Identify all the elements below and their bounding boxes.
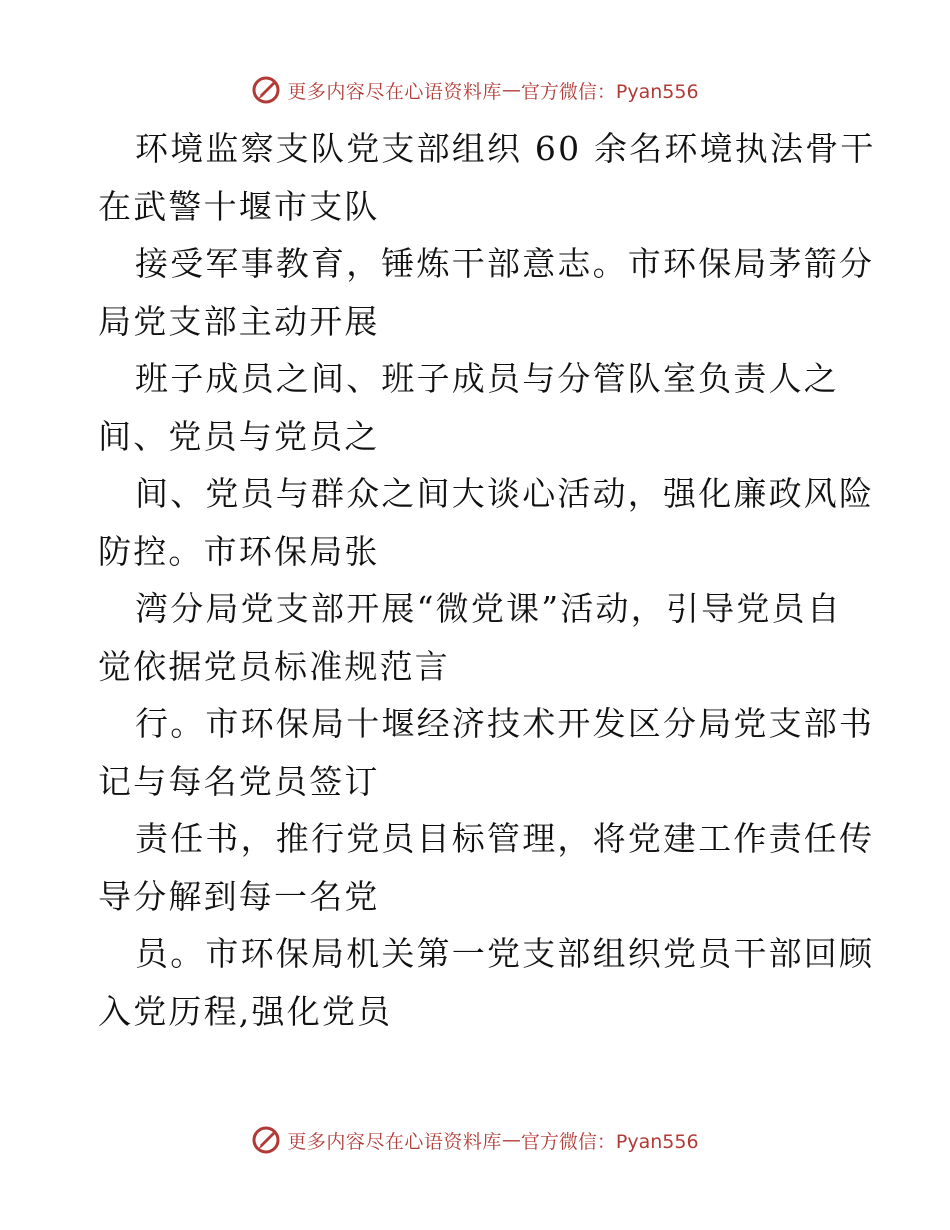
paragraph-line: 湾分局党支部开展“微党课”活动，引导党员自	[135, 589, 842, 628]
watermark-text: 更多内容尽在心语资料库	[287, 1130, 502, 1153]
watermark-wechat: 官方微信：Pyan556	[520, 1130, 699, 1153]
paragraph-line: 在武警十堰市支队	[98, 186, 380, 226]
quill-logo-icon	[251, 1125, 281, 1155]
paragraph-line: 行。市环保局十堰经济技术开发区分局党支部书	[135, 704, 875, 743]
paragraph-line: 责任书，推行党员目标管理，将党建工作责任传	[135, 819, 875, 858]
paragraph-line: 觉依据党员标准规范言	[98, 646, 450, 686]
paragraph-line: 员。市环保局机关第一党支部组织党员干部回顾	[135, 934, 875, 973]
paragraph-line: 间、党员与党员之	[98, 416, 380, 456]
paragraph-4	[98, 465, 875, 580]
paragraph-3	[98, 350, 858, 465]
paragraph-7	[98, 810, 875, 925]
paragraph-line: 间、党员与群众之间大谈心活动，强化廉政风险	[135, 474, 875, 513]
watermark-wechat: 官方微信：Pyan556	[520, 80, 699, 103]
watermark-separator: —	[501, 79, 521, 101]
watermark-separator: —	[501, 1129, 521, 1151]
paragraph-8	[98, 925, 875, 1040]
paragraph-2	[98, 235, 875, 350]
paragraph-line: 防控。市环保局张	[98, 531, 380, 571]
paragraph-line: 局党支部主动开展	[98, 301, 380, 341]
paragraph-5	[98, 580, 858, 695]
paragraph-line: 入党历程,强化党员	[98, 991, 393, 1031]
footer-watermark	[0, 1120, 950, 1160]
header-watermark	[0, 70, 950, 110]
paragraph-line: 导分解到每一名党	[98, 876, 380, 916]
watermark-text: 更多内容尽在心语资料库	[287, 80, 502, 103]
quill-logo-icon	[251, 75, 281, 105]
paragraph-6	[98, 695, 875, 810]
document-body	[98, 120, 876, 1040]
paragraph-line: 接受军事教育，锤炼干部意志。市环保局茅箭分	[135, 244, 875, 283]
paragraph-line: 环境监察支队党支部组织 60 余名环境执法骨干	[135, 129, 876, 168]
paragraph-1	[98, 120, 876, 235]
paragraph-line: 记与每名党员签订	[98, 761, 380, 801]
paragraph-line: 班子成员之间、班子成员与分管队室负责人之	[135, 359, 839, 398]
